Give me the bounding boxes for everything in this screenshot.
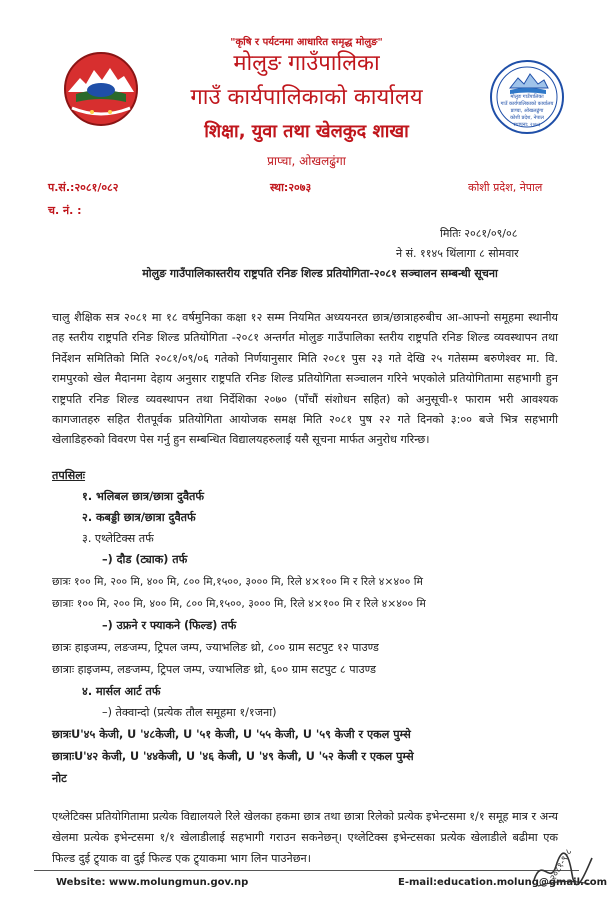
stamp-line: प्राप्चा, ओखलढुंगा (510, 108, 544, 114)
signature-date: २०८१-९-८ (548, 847, 575, 883)
martial-art-heading: ४. मार्सल आर्ट तर्फ (82, 685, 161, 698)
item-kabaddi: २. कबड्डी छात्र/छात्रा दुवैतर्फ (82, 511, 196, 524)
office-subtitle: गाउँ कार्यपालिकाको कार्यालय (190, 85, 423, 110)
main-paragraph: चालु शैक्षिक सत्र २०८१ मा १८ वर्षमुनिका कक्षा १२ सम्म नियमित अध्ययनरत छात्र/छात्राहरुबीच आ-आफ्नो समूहमा स्थानीय तह स्तरीय राष्ट्रपति रनिङ शिल्ड प्रतियोगिता -२०८१ अन्तर्गत मोलुङ गाउँपालिका स्तरीय राष्ट्रपति रनिङ शिल्ड व्यवस्थापन तथा निर्देशन समितिको मिति २०८१/०९/०६ गतेको निर्णयानुसार मिति २०८१ पुस २३ गते देखि २५ गतेसम्म बरुणेश्वर मा. वि. रामपुरको खेल मैदानमा देहाय अनुसार राष्ट्रपति रनिङ शिल्ड प्रतियोगिता सञ्चालन गरिने भएकोले प्रतियोगितामा सहभागी हुन राष्ट्रपति रनिङ शिल्ड व्यवस्थापन तथा निर्देशिका २०७० (पाँचौं संशोधन सहित) को अनुसूची-१ फाराम भरी आवश्यक कागजातहरु सहित रीतपूर्वक प्रतियोगिता आयोजक समक्ष मिति २०८१ पुष २२ गते दिनको ३:०० बजे भित्र सहभागी खेलाडिहरुको विवरण पेस गर्नु हुन सम्बन्धित विद्यालयहरुलाई यसै सूचना मार्फत अनुरोध गरिन्छ। (52, 311, 558, 447)
field-heading: –) उफ्रने र फ्याकने (फिल्ड) तर्फ (102, 619, 237, 632)
stamp-line: स्थापना: २०७३ (513, 122, 541, 128)
letter-date: मितिः २०८१/०९/०८ (440, 227, 518, 240)
item-volleyball: १. भलिबल छात्र/छात्रा दुवैतर्फ (82, 490, 205, 503)
stamp-line: कोशी प्रदेश, नेपाल (510, 115, 544, 121)
office-address: प्राप्चा, ओखलढुंगा (267, 154, 346, 168)
reference-number: प.सं.:२०८१/०८२ (48, 181, 119, 194)
taekwondo-girls: छात्राःU'४२ केजी, U '४४केजी, U '४६ केजी, U '४९ केजी, U '५२ केजी र एकल पुम्से (52, 750, 414, 763)
section-name: शिक्षा, युवा तथा खेलकुद शाखा (204, 121, 409, 142)
taekwondo-heading: –) तेक्वान्दो (प्रत्येक तौल समूहमा १/१जना) (102, 706, 277, 719)
footer-email: E-mail:education.molung@gmail.com (398, 877, 608, 888)
track-girls: छात्राः १०० मि, २०० मि, ४०० मि, ८०० मि,१५००, ३००० मि, रिले ४×१०० मि र रिले ४×४०० मि (52, 597, 426, 610)
slogan: "कृषि र पर्यटनमा आधारित समृद्ध मोलुङ" (230, 37, 383, 48)
office-name: मोलुङ गाउँपालिका (233, 51, 380, 76)
official-stamp (488, 58, 566, 136)
note-label: नोट (52, 772, 67, 785)
note-text: एथ्लेटिक्स प्रतियोगितामा प्रत्येक विद्यालयले रिले खेलका हकमा छात्र तथा छात्रा रिलेको प्रत्येक इभेन्टसमा १/१ समूह मात्र र अन्य खेलमा प्रत्येक इभेन्टसमा १/१ खेलाडीलाई सहभागी गराउन सकनेछन्। एथ्लेटिक्स इभेन्टसका प्रत्येक खेलाडीले बढीमा एक फिल्ड दुई ट्र्याक वा दुई फिल्ड एक ट्र्याकमा भाग लिन पाउनेछन। (52, 810, 558, 865)
stamp-text (500, 94, 554, 129)
established-year: स्था:२०७३ (270, 181, 312, 194)
footer-website: Website: www.molungmun.gov.np (56, 877, 249, 888)
item-athletics: ३. एथ्लेटिक्स तर्फ (82, 532, 154, 545)
government-emblem (62, 50, 140, 128)
nepal-sambat-date: ने सं. ११४५ थिंलागा ८ सोमवार (396, 247, 519, 260)
dispatch-number: च. नं. : (48, 204, 82, 217)
track-boys: छात्रः १०० मि, २०० मि, ४०० मि, ८०० मि,१५००, ३००० मि, रिले ४×१०० मि र रिले ४×४०० मि (52, 575, 423, 588)
province: कोशी प्रदेश, नेपाल (468, 181, 543, 194)
stamp-line: गाउँ कार्यपालिकाको कार्यालय (500, 101, 554, 107)
track-heading: –) दौड (ट्याक) तर्फ (102, 553, 188, 566)
field-girls: छात्राः हाइजम्प, लङजम्प, ट्रिपल जम्प, ज्याभलिङ थ्रो, ६०० ग्राम सटपुट ८ पाउण्ड (52, 663, 376, 676)
stamp-line: मोलुङ गाउँपालिका (510, 94, 544, 100)
details-heading: तपसिलः (52, 469, 86, 482)
taekwondo-boys: छात्रःU'४५ केजी, U '४८केजी, U '५१ केजी, U '५५ केजी, U '५९ केजी र एकल पुम्से (52, 728, 411, 741)
footer-divider (34, 870, 579, 871)
field-boys: छात्रः हाइजम्प, लङजम्प, ट्रिपल जम्प, ज्याभलिङ थ्रो, ८०० ग्राम सटपुट १२ पाउण्ड (52, 641, 379, 654)
subject-line: मोलुङ गाउँपालिकास्तरीय राष्ट्रपति रनिङ शिल्ड प्रतियोगिता-२०८१ सञ्चालन सम्बन्धी सूचना (142, 267, 498, 280)
